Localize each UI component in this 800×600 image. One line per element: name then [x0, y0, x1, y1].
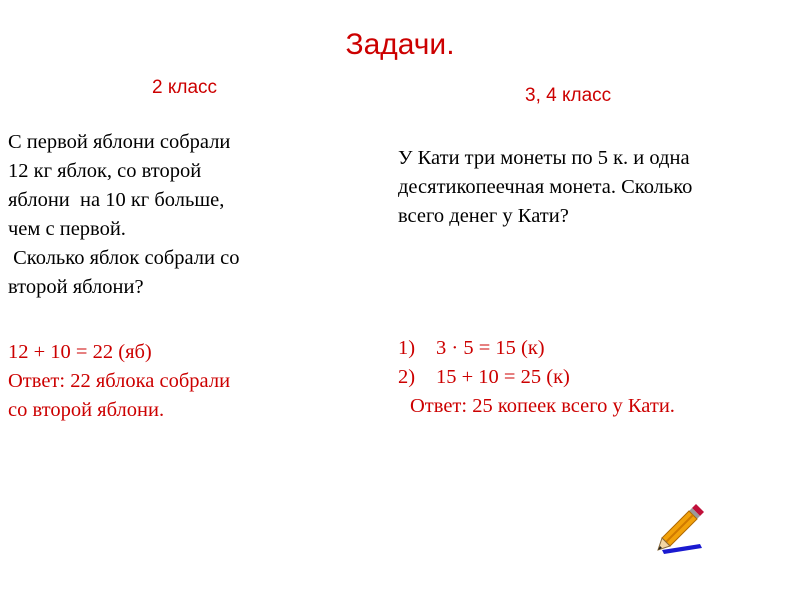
step-text: 15 + 10 = 25 (к) [436, 366, 570, 388]
problem-left [8, 128, 328, 302]
problem-line: чем с первой. [8, 218, 126, 240]
problem-line: всего денег у Кати? [398, 205, 569, 227]
solution-step [398, 334, 798, 363]
problem-line: С первой яблони собрали [8, 131, 231, 153]
step-text: 3 · 5 = 15 (к) [436, 337, 545, 359]
solution-line: Ответ: 22 яблока собрали [8, 370, 231, 392]
page-title: Задачи. [345, 28, 455, 61]
step-number: 2) [398, 366, 416, 388]
solution-line: со второй яблони. [8, 399, 165, 421]
grade-label-left: 2 класс [152, 77, 218, 98]
problem-line: 12 кг яблок, со второй [8, 160, 202, 182]
solution-step [398, 363, 798, 392]
grade-label-right: 3, 4 класс [525, 85, 612, 106]
problem-line: десятикопеечная монета. Сколько [398, 176, 693, 198]
problem-line: второй яблони? [8, 276, 144, 298]
problem-line: яблони на 10 кг больше, [8, 189, 225, 211]
solution-line: 12 + 10 = 22 (яб) [8, 341, 152, 363]
problem-line: У Кати три монеты по 5 к. и одна [398, 147, 690, 169]
problem-line: Сколько яблок собрали со [8, 247, 240, 269]
solution-right [398, 334, 798, 421]
step-number: 1) [398, 337, 416, 359]
answer-right: Ответ: 25 копеек всего у Кати. [410, 395, 675, 417]
pencil-icon[interactable] [652, 500, 710, 556]
problem-right [398, 144, 798, 231]
solution-left [8, 338, 338, 425]
